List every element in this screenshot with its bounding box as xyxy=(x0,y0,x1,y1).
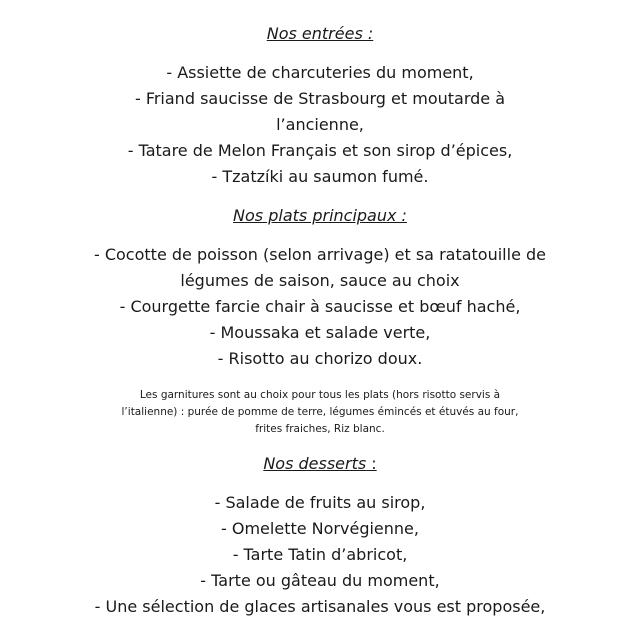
note-line: frites fraiches, Riz blanc. xyxy=(255,423,385,435)
plat-item-continued: légumes de saison, sauce au choix xyxy=(180,271,460,290)
entrees-title: Nos entrées : xyxy=(266,24,374,43)
entree-item: - Friand saucisse de Strasbourg et moutarde à xyxy=(134,89,506,108)
dessert-item: - Omelette Norvégienne, xyxy=(221,519,419,538)
entree-item: - Assiette de charcuteries du moment, xyxy=(166,63,474,82)
note-line: l’italienne) : purée de pomme de terre, légumes émincés et étuvés au four, xyxy=(121,406,519,418)
plat-item: - Risotto au chorizo doux. xyxy=(217,349,423,368)
desserts-section xyxy=(0,453,640,620)
plat-item: - Cocotte de poisson (selon arrivage) et sa ratatouille de xyxy=(93,245,546,264)
entree-item: - Tatare de Melon Français et son sirop d’épices, xyxy=(127,141,513,160)
dessert-item: - Une sélection de glaces artisanales vous est proposée, xyxy=(94,597,546,616)
dessert-item: - Tarte ou gâteau du moment, xyxy=(200,571,440,590)
plats-section xyxy=(0,205,640,372)
entree-item: - Tzatzíki au saumon fumé. xyxy=(211,167,429,186)
desserts-title-text: Nos desserts xyxy=(263,454,367,473)
plat-item: - Courgette farcie chair à saucisse et bœuf haché, xyxy=(119,297,521,316)
entrees-section xyxy=(0,23,640,190)
dessert-item: - Salade de fruits au sirop, xyxy=(214,493,426,512)
garnitures-note xyxy=(0,387,640,438)
note-line: Les garnitures sont au choix pour tous les plats (hors risotto servis à xyxy=(139,389,501,401)
desserts-title-colon: : xyxy=(366,454,377,473)
dessert-item: - Tarte Tatin d’abricot, xyxy=(232,545,408,564)
plats-title: Nos plats principaux : xyxy=(233,206,407,225)
plat-item: - Moussaka et salade verte, xyxy=(209,323,431,342)
cropped-top-line xyxy=(0,0,640,8)
entree-item-continued: l’ancienne, xyxy=(276,115,364,134)
desserts-title xyxy=(0,453,640,475)
